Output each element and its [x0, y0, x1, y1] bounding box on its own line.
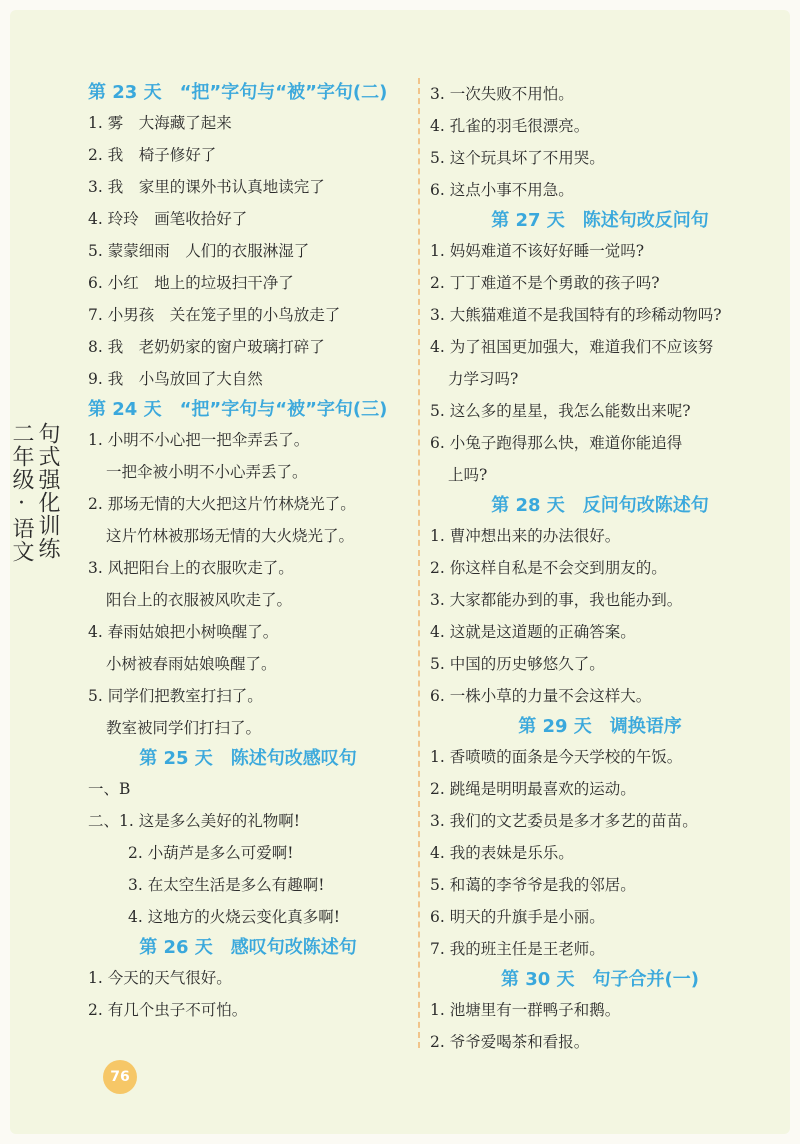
side-label [9, 422, 60, 563]
right-column [430, 78, 770, 1058]
section-title-day-25: 第 25 天 陈述句改感叹句 [139, 748, 357, 769]
answer-line: 7. 小男孩 关在笼子里的小鸟放走了 [88, 306, 341, 324]
answer-line: 7. 我的班主任是王老师。 [430, 940, 605, 958]
answer-line: 6. 小红 地上的垃圾扫干净了 [88, 274, 294, 292]
section-title-day-28: 第 28 天 反问句改陈述句 [491, 495, 709, 516]
answer-line: 2. 小葫芦是多么可爱啊! [128, 844, 294, 862]
answer-line: 5. 中国的历史够悠久了。 [430, 655, 605, 673]
answer-line: 2. 我 椅子修好了 [88, 146, 217, 164]
answer-line: 3. 风把阳台上的衣服吹走了。 [88, 559, 294, 577]
answer-line: 5. 和蔼的李爷爷是我的邻居。 [430, 876, 636, 894]
answer-line: 3. 大熊猫难道不是我国特有的珍稀动物吗? [430, 306, 722, 324]
answer-line: 这片竹林被那场无情的大火烧光了。 [106, 527, 355, 545]
answer-line: 6. 明天的升旗手是小丽。 [430, 908, 605, 926]
answer-line: 4. 孔雀的羽毛很漂亮。 [430, 117, 590, 135]
answer-line: 教室被同学们打扫了。 [106, 719, 262, 737]
side-label-grade: 二年级·语文 [9, 422, 34, 563]
answer-line: 1. 今天的天气很好。 [88, 969, 232, 987]
section-title-day-23: 第 23 天 “把”字句与“被”字句(二) [88, 82, 388, 103]
answer-line: 1. 曹冲想出来的办法很好。 [430, 527, 621, 545]
answer-line: 1. 小明不小心把一把伞弄丢了。 [88, 431, 310, 449]
answer-line: 3. 在太空生活是多么有趣啊! [128, 876, 325, 894]
answer-line: 4. 这地方的火烧云变化真多啊! [128, 908, 340, 926]
answer-line: 5. 这么多的星星，我怎么能数出来呢? [430, 402, 691, 420]
answer-line: 5. 蒙蒙细雨 人们的衣服淋湿了 [88, 242, 310, 260]
section-title-day-29: 第 29 天 调换语序 [518, 716, 682, 737]
section-title-day-24: 第 24 天 “把”字句与“被”字句(三) [88, 399, 388, 420]
answer-line: 5. 同学们把教室打扫了。 [88, 687, 263, 705]
column-divider [418, 78, 420, 1048]
answer-line: 3. 我们的文艺委员是多才多艺的苗苗。 [430, 812, 698, 830]
answer-line: 1. 妈妈难道不该好好睡一觉吗? [430, 242, 645, 260]
answer-line: 6. 这点小事不用急。 [430, 181, 574, 199]
left-column [88, 78, 408, 1026]
answer-line: 上吗? [448, 466, 488, 484]
answer-line: 4. 我的表妹是乐乐。 [430, 844, 574, 862]
answer-line: 阳台上的衣服被风吹走了。 [106, 591, 293, 609]
answer-line: 3. 我 家里的课外书认真地读完了 [88, 178, 325, 196]
answer-line: 4. 玲玲 画笔收拾好了 [88, 210, 248, 228]
answer-line: 二、1. 这是多么美好的礼物啊! [88, 812, 300, 830]
answer-line: 6. 一株小草的力量不会这样大。 [430, 687, 652, 705]
answer-line: 3. 大家都能办到的事，我也能办到。 [430, 591, 683, 609]
section-title-day-27: 第 27 天 陈述句改反问句 [491, 210, 709, 231]
answer-line: 力学习吗? [448, 370, 519, 388]
answer-line: 9. 我 小鸟放回了大自然 [88, 370, 263, 388]
answer-line: 小树被春雨姑娘唤醒了。 [106, 655, 277, 673]
side-label-subject-series: 句式强化训练 [35, 422, 60, 560]
answer-line: 2. 你这样自私是不会交到朋友的。 [430, 559, 667, 577]
answer-line: 5. 这个玩具坏了不用哭。 [430, 149, 605, 167]
answer-line: 6. 小兔子跑得那么快，难道你能追得 [430, 434, 683, 452]
answer-line: 2. 丁丁难道不是个勇敢的孩子吗? [430, 274, 660, 292]
answer-line: 一把伞被小明不小心弄丢了。 [106, 463, 308, 481]
answer-line: 4. 这就是这道题的正确答案。 [430, 623, 636, 641]
answer-line: 1. 雾 大海藏了起来 [88, 114, 232, 132]
page-number-badge: 76 [103, 1060, 137, 1094]
answer-line: 4. 春雨姑娘把小树唤醒了。 [88, 623, 279, 641]
answer-line: 一、B [88, 780, 131, 798]
answer-line: 1. 池塘里有一群鸭子和鹅。 [430, 1001, 621, 1019]
answer-line: 2. 那场无情的大火把这片竹林烧光了。 [88, 495, 356, 513]
answer-line: 2. 爷爷爱喝茶和看报。 [430, 1033, 590, 1051]
answer-line: 1. 香喷喷的面条是今天学校的午饭。 [430, 748, 683, 766]
answer-line: 2. 有几个虫子不可怕。 [88, 1001, 248, 1019]
answer-line: 8. 我 老奶奶家的窗户玻璃打碎了 [88, 338, 325, 356]
section-title-day-26: 第 26 天 感叹句改陈述句 [139, 937, 357, 958]
answer-line: 4. 为了祖国更加强大，难道我们不应该努 [430, 338, 714, 356]
answer-line: 3. 一次失败不用怕。 [430, 85, 574, 103]
answer-line: 2. 跳绳是明明最喜欢的运动。 [430, 780, 636, 798]
section-title-day-30: 第 30 天 句子合并(一) [500, 969, 700, 990]
